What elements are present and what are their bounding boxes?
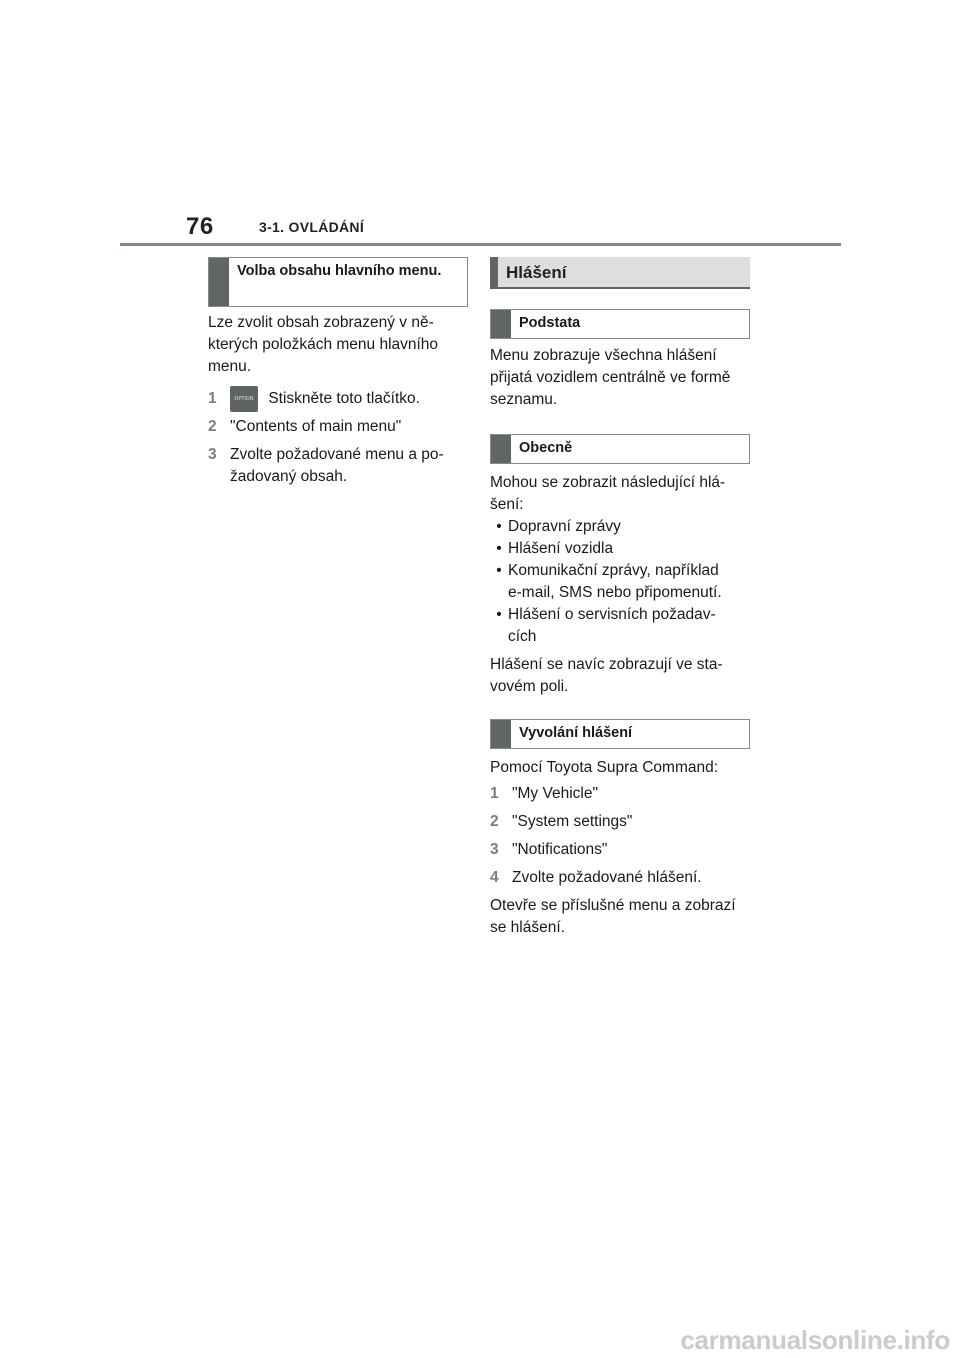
step-number: 2: [490, 813, 499, 830]
section-box-main-menu-content: [208, 257, 468, 307]
left-column: [208, 257, 468, 488]
bullet-text: e-mail, SMS nebo připomenutí.: [508, 584, 722, 601]
step-text: "System settings": [512, 813, 633, 830]
step-number: 2: [208, 418, 217, 435]
paragraph-line: šení:: [490, 496, 524, 513]
step-number: 1: [208, 390, 217, 407]
paragraph: [490, 895, 750, 939]
subsection-title: Vyvolání hlášení: [519, 725, 633, 741]
step-item: [490, 839, 750, 861]
step-text: "My Vehicle": [512, 785, 598, 802]
subsection-title: Obecně: [519, 440, 573, 456]
subsection-title: Podstata: [519, 315, 581, 331]
page-number: 76: [186, 213, 214, 240]
bullet-text: Dopravní zprávy: [508, 518, 621, 535]
step-text: Zvolte požadované menu a po-: [230, 446, 444, 463]
bullet-item: • Komunikační zprávy, například e-mail, SMS nebo připomenutí.: [490, 560, 750, 604]
step-number: 3: [208, 446, 217, 463]
header-divider: [120, 243, 841, 246]
paragraph-line: se hlášení.: [490, 919, 565, 936]
step-text: Zvolte požadované hlášení.: [512, 869, 702, 886]
intro-line: Lze zvolit obsah zobrazený v ně-: [208, 314, 434, 331]
step-item: [490, 867, 750, 889]
intro-line: menu.: [208, 358, 252, 375]
step-item: [490, 811, 750, 833]
paragraph: [490, 654, 750, 698]
step-text: "Contents of main menu": [230, 418, 402, 435]
paragraph-line: přijatá vozidlem centrálně ve formě: [490, 369, 731, 386]
intro-paragraph: [208, 312, 468, 378]
paragraph: [490, 345, 750, 411]
paragraph-line: Mohou se zobrazit následující hlá-: [490, 474, 726, 491]
paragraph-line: Menu zobrazuje všechna hlášení: [490, 347, 717, 364]
bullet-text: Hlášení vozidla: [508, 540, 614, 557]
paragraph-line: vovém poli.: [490, 678, 569, 695]
bullet-text: Hlášení o servisních požadav-: [508, 606, 716, 623]
heading-title: Hlášení: [506, 263, 567, 282]
section-box-title: Volba obsahu hlavního menu.: [237, 263, 442, 279]
step-text: "Notifications": [512, 841, 608, 858]
paragraph: Pomocí Toyota Supra Command:: [490, 759, 719, 776]
intro-line: kterých položkách menu hlavního: [208, 336, 439, 353]
watermark: carmanualsonline.info: [680, 1325, 950, 1355]
paragraph-line: Otevře se příslušné menu a zobrazí: [490, 897, 736, 914]
right-column: [490, 257, 750, 939]
bullet-text: cích: [508, 628, 537, 645]
step-item: [490, 783, 750, 805]
option-button-icon: OPTION: [230, 386, 258, 412]
step-text: Stiskněte toto tlačítko.: [268, 390, 420, 408]
step-item: [208, 444, 468, 488]
subsection-box-podstata: [490, 309, 750, 339]
step-number: 4: [490, 869, 499, 886]
bullet-item: • Hlášení vozidla: [490, 538, 750, 560]
section-title: 3-1. OVLÁDÁNÍ: [259, 219, 365, 235]
step-number: 1: [490, 785, 499, 802]
bullet-text: Komunikační zprávy, například: [508, 562, 719, 579]
paragraph: [490, 472, 750, 516]
paragraph-line: seznamu.: [490, 391, 558, 408]
step-text: žadovaný obsah.: [230, 468, 348, 485]
step-number: 3: [490, 841, 499, 858]
step-item: [208, 416, 468, 438]
step-item: [208, 386, 468, 412]
bullet-item: • Dopravní zprávy: [490, 516, 750, 538]
subsection-box-obecne: [490, 434, 750, 464]
heading-box-notifications: [490, 257, 750, 289]
paragraph-line: Hlášení se navíc zobrazují ve sta-: [490, 656, 723, 673]
bullet-item: • Hlášení o servisních požadav- cích: [490, 604, 750, 648]
subsection-box-vyvolani: [490, 719, 750, 749]
